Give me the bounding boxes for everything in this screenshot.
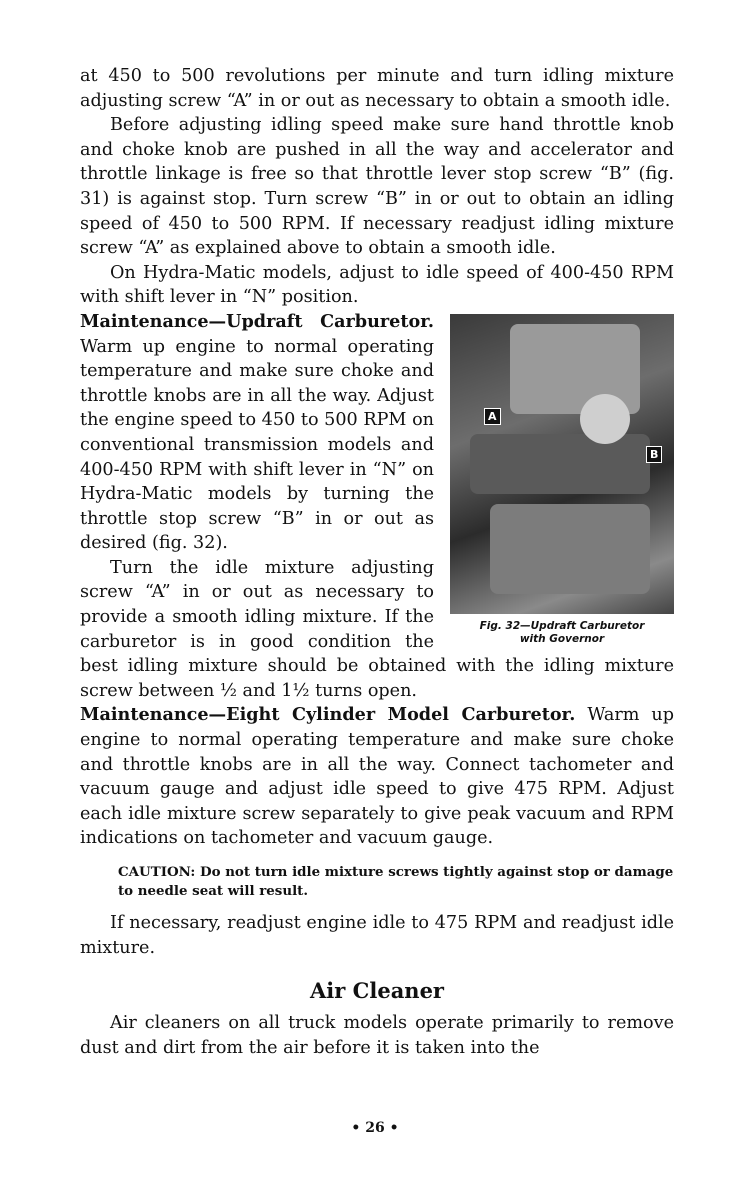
figure-caption [450, 620, 674, 646]
section-heading: Air Cleaner [310, 978, 444, 1004]
paragraph-2: Before adjusting idling speed make sure hand throttle knob and choke knob are pushed in all the way and accelerator and throttle linkage is free so that throttle lever stop screw “B” (fig. 31) is against stop. Turn screw “B” in or out to obtain an idling speed of 450 to 500 RPM. If necessary readjust idling mixture screw “A” as explained above to obtain a smooth idle. [80, 115, 674, 259]
section-lead-updraft: Maintenance—Updraft Carburetor. [80, 310, 434, 332]
paragraph-7: If necessary, readjust engine idle to 475 RPM and readjust idle mixture. [80, 913, 674, 958]
paragraph-8: Air cleaners on all truck models operate primarily to remove dust and dirt from the air before it is taken into the [80, 1013, 674, 1058]
paragraph-5: Turn the idle mixture adjusting screw “A” in or out as necessary to provide a smooth idling mixture. If the carburetor is in good condition the best idling mixture should be obtained with the idling mixture screw between ½ and 1½ turns open. [80, 557, 674, 701]
page-number: • 26 • [351, 1120, 399, 1136]
paragraph-6 [80, 703, 674, 851]
page-content [80, 64, 674, 1060]
section-lead-eight-cylinder: Maintenance—Eight Cylinder Model Carburetor. [80, 704, 576, 726]
label-a: A [484, 408, 501, 425]
paragraph-1: at 450 to 500 revolutions per minute and turn idling mixture adjusting screw “A” in or out as necessary to obtain a smooth idle. [80, 66, 674, 111]
paragraph-6-body: Warm up engine to normal operating temperature and make sure choke and throttle knobs are in all the way. Connect tachometer and vacuum gauge and adjust idle speed to give 475 RPM. Adjust each idle mixture screw separately to give peak vacuum and RPM indications on tachometer and vacuum gauge. [80, 705, 674, 849]
figure-32 [450, 314, 674, 646]
caption-line-1: Fig. 32—Updraft Carburetor [479, 619, 645, 632]
caption-line-2: with Governor [519, 632, 605, 645]
paragraph-4-body: Warm up engine to normal operating temperature and make sure choke and throttle knobs are in all the way. Adjust the engine speed to 450 to 500 RPM on conventional transmission models and 400-450 RPM with shift lever in “N” on Hydra-Matic models by turning the throttle stop screw “B” in or out as desired (fig. 32). [80, 336, 434, 554]
label-b: B [646, 446, 662, 463]
caution-note: CAUTION: Do not turn idle mixture screws tightly against stop or damage to needle seat will result. [118, 864, 674, 899]
carburetor-photo [450, 314, 674, 614]
paragraph-3: On Hydra-Matic models, adjust to idle speed of 400-450 RPM with shift lever in “N” position. [80, 262, 674, 308]
